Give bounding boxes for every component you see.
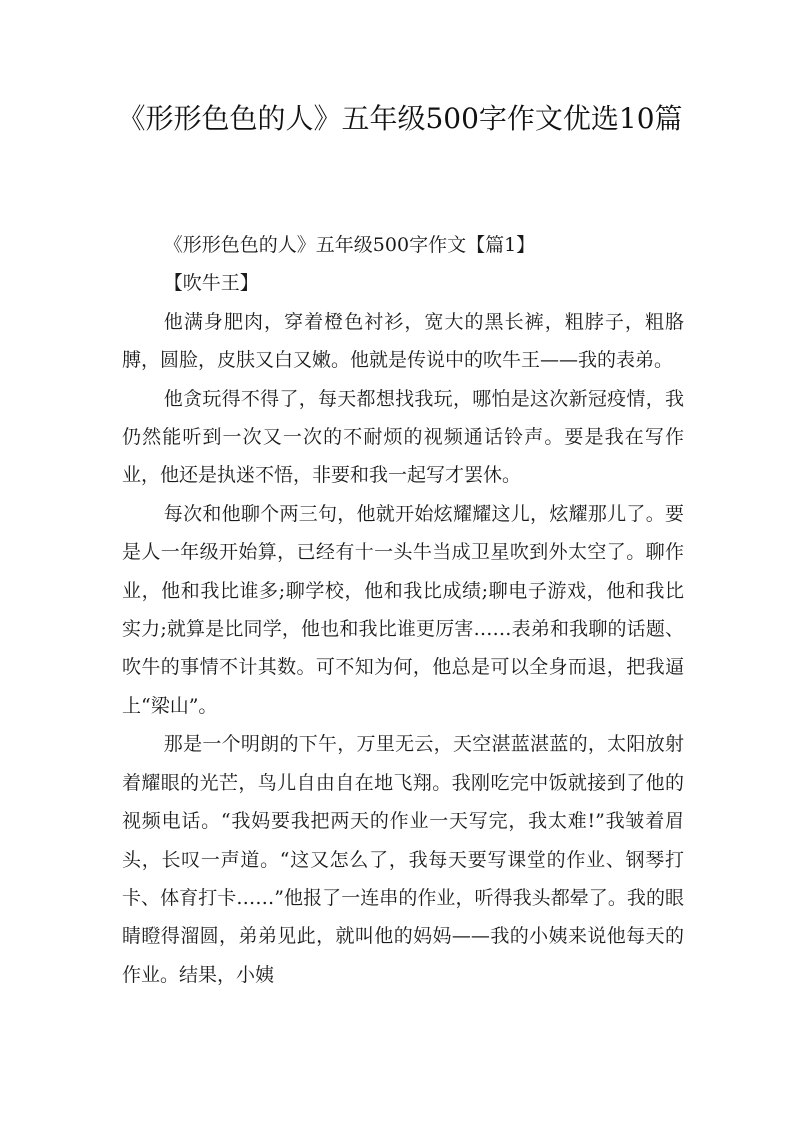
paragraph: 他贪玩得不得了，每天都想找我玩，哪怕是这次新冠疫情，我仍然能听到一次又一次的不耐烦的视频通话铃声。要是我在写作业，他还是执迷不悟，非要和我一起写才罢休。	[122, 387, 684, 487]
paragraph: 每次和他聊个两三句，他就开始炫耀耀这儿，炫耀那儿了。要是人一年级开始算，已经有十一头牛当成卫星吹到外太空了。聊作业，他和我比谁多;聊学校，他和我比成绩;聊电子游戏，他和我比实力;就算是比同学，他也和我比谁更厉害……表弟和我聊的话题、吹牛的事情不计其数。可不知为何，他总是可以全身而退，把我逼上“梁山”。	[122, 502, 684, 717]
document-body	[122, 226, 684, 994]
paragraph: 他满身肥肉，穿着橙色衬衫，宽大的黑长裤，粗脖子，粗胳膊，圆脸，皮肤又白又嫩。他就是传说中的吹牛王——我的表弟。	[122, 310, 684, 372]
section-subtitle: 【吹牛王】	[163, 272, 259, 295]
paragraph: 那是一个明朗的下午，万里无云，天空湛蓝湛蓝的，太阳放射着耀眼的光芒，鸟儿自由自在地飞翔。我刚吃完中饭就接到了他的视频电话。“我妈要我把两天的作业一天写完，我太难!”我皱着眉头，长叹一声道。“这又怎么了，我每天要写课堂的作业、钢琴打卡、体育打卡……”他报了一连串的作业，听得我头都晕了。我的眼睛瞪得溜圆，弟弟见此，就叫他的妈妈——我的小姨来说他每天的作业。结果，小姨	[122, 733, 684, 986]
document-title: 《形形色色的人》五年级500字作文优选10篇	[117, 102, 683, 135]
section-heading: 《形形色色的人》五年级500字作文【篇1】	[163, 234, 536, 256]
